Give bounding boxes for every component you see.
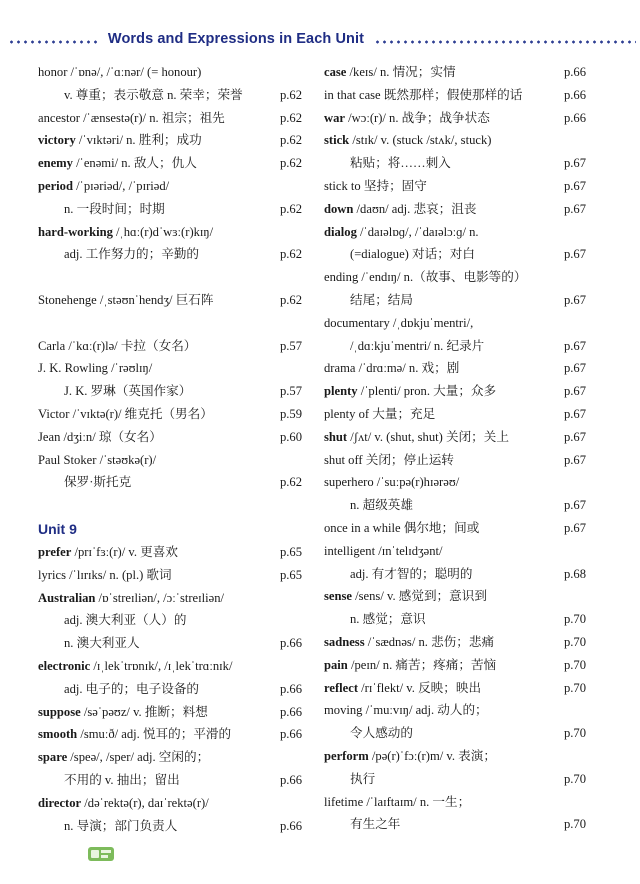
entry-line <box>38 655 302 678</box>
definition: shut off 关闭；停止运转 <box>324 452 454 467</box>
entry-text <box>38 175 169 198</box>
entry-line <box>324 813 586 836</box>
headword: hard-working <box>38 224 113 239</box>
entry-text <box>38 221 213 244</box>
definition: 粘贴；将……刺入 <box>350 156 451 171</box>
entry-text <box>350 813 400 836</box>
entry-line <box>38 357 302 380</box>
entry-line <box>324 540 586 563</box>
definition: moving /ˈmuːvɪŋ/ adj. 动人的； <box>324 703 488 718</box>
page-reference: p.66 <box>279 681 302 696</box>
entry-text <box>350 289 413 312</box>
headword: case <box>324 65 347 79</box>
headword: enemy <box>38 156 73 171</box>
entry-line <box>38 449 302 472</box>
entry-text <box>350 243 475 266</box>
page-reference: p.67 <box>563 361 586 376</box>
entry-text <box>38 541 178 564</box>
headword: period <box>38 178 73 193</box>
page-reference: p.68 <box>563 566 586 581</box>
entry-text <box>38 587 224 610</box>
entry-text <box>324 426 509 449</box>
headword: dialog <box>324 224 357 239</box>
definition: /ˌhɑː(r)dˈwɜː(r)kɪŋ/ <box>112 224 214 239</box>
entry-text <box>38 403 213 426</box>
definition: adj. 有才智的；聪明的 <box>350 566 473 581</box>
entry-text <box>38 152 197 175</box>
entry-line <box>38 335 302 358</box>
entry-line <box>324 335 586 358</box>
entry-line <box>324 471 586 494</box>
headword: electronic <box>38 658 91 673</box>
entry-text <box>350 152 451 175</box>
page-reference: p.67 <box>563 156 586 171</box>
entry-text <box>324 380 496 403</box>
page-reference: p.60 <box>279 429 302 444</box>
page-reference: p.66 <box>563 87 586 102</box>
page-reference: p.62 <box>279 292 302 307</box>
page-reference: p.70 <box>563 726 586 741</box>
entry-text <box>64 632 140 655</box>
entry-text <box>350 608 426 631</box>
definition: 执行 <box>350 771 376 786</box>
unit-heading: Unit 9 <box>38 520 77 537</box>
page-reference: p.67 <box>563 384 586 399</box>
entry-text <box>38 107 225 130</box>
entry-text <box>64 815 177 838</box>
entry-line <box>324 289 586 312</box>
entry-text <box>324 312 473 335</box>
definition: n. 超级英雄 <box>350 498 413 513</box>
entry-text <box>38 289 214 312</box>
entry-text <box>38 426 162 449</box>
page-reference: p.66 <box>563 110 586 125</box>
entry-text <box>64 380 191 403</box>
definition: 不用的 v. 抽出；留出 <box>64 772 180 787</box>
entry-text <box>324 540 443 563</box>
definition: Jean /dʒiːn/ 琼（女名） <box>38 429 162 444</box>
entry-line <box>38 84 302 107</box>
definition: /ˈsædnəs/ n. 悲伤；悲痛 <box>364 634 495 649</box>
definition: 结尾；结局 <box>350 292 413 307</box>
page-reference: p.67 <box>563 406 586 421</box>
headword: pain <box>324 657 348 672</box>
entry-text <box>350 722 413 745</box>
definition: /speə/, /sper/ adj. 空闲的； <box>67 750 210 765</box>
entry-line <box>324 654 586 677</box>
entry-line <box>38 564 302 587</box>
definition: Stonehenge /ˌstəʊnˈhendʒ/ 巨石阵 <box>38 292 214 307</box>
definition: /peɪn/ n. 痛苦；疼痛；苦恼 <box>347 657 497 672</box>
entry-line <box>38 723 302 746</box>
definition: Carla /ˈkɑː(r)lə/ 卡拉（女名） <box>38 338 197 353</box>
page-reference: p.70 <box>563 612 586 627</box>
entry-text <box>324 517 479 540</box>
entry-text <box>38 746 209 769</box>
dotted-rule-right <box>374 40 636 44</box>
entry-text <box>350 768 375 791</box>
entry-line <box>38 815 302 838</box>
page-reference: p.66 <box>279 818 302 833</box>
entry-line <box>324 61 586 84</box>
entry-line <box>324 677 586 700</box>
definition: n. 澳大利亚人 <box>64 636 140 651</box>
entry-spacer <box>38 312 302 335</box>
entry-line <box>38 471 302 494</box>
entry-line <box>324 84 586 107</box>
page-reference: p.67 <box>563 338 586 353</box>
headword: shut <box>324 429 348 444</box>
entry-line <box>38 198 302 221</box>
page-reference: p.70 <box>563 634 586 649</box>
page-reference: p.67 <box>563 247 586 262</box>
entry-line <box>324 243 586 266</box>
page-reference: p.67 <box>563 201 586 216</box>
entry-text <box>324 221 479 244</box>
entry-line <box>324 517 586 540</box>
entry-text <box>324 471 459 494</box>
page-reference: p.65 <box>279 567 302 582</box>
entry-line <box>38 609 302 632</box>
page-reference: p.62 <box>279 110 302 125</box>
entry-text <box>324 449 454 472</box>
entry-text <box>324 107 490 130</box>
right-column <box>324 61 586 836</box>
page-reference: p.70 <box>563 817 586 832</box>
entry-line <box>38 541 302 564</box>
page-reference: p.62 <box>279 201 302 216</box>
entry-text <box>38 564 172 587</box>
entry-text <box>38 655 232 678</box>
definition: /stɪk/ v. (stuck /stʌk/, stuck) <box>349 133 492 148</box>
definition: superhero /ˈsuːpə(r)hɪərəʊ/ <box>324 475 460 490</box>
definition: /ˈvɪktəri/ n. 胜利；成功 <box>75 133 202 148</box>
definition: 有生之年 <box>350 817 401 832</box>
entry-line <box>38 221 302 244</box>
entry-line <box>324 266 586 289</box>
definition: /rɪˈflekt/ v. 反映；映出 <box>358 680 482 695</box>
page-reference: p.67 <box>563 292 586 307</box>
left-column <box>38 61 302 837</box>
entry-line <box>38 426 302 449</box>
entry-line <box>324 107 586 130</box>
entry-text <box>350 335 484 358</box>
entry-text <box>38 701 208 724</box>
entry-line <box>324 791 586 814</box>
entry-text <box>324 357 459 380</box>
definition: documentary /ˌdɒkjuˈmentri/, <box>324 315 474 330</box>
headword: perform <box>324 748 369 763</box>
entry-line <box>38 769 302 792</box>
entry-line <box>324 699 586 722</box>
definition: Victor /ˈvɪktə(r)/ 维克托（男名） <box>38 406 213 421</box>
headword: sense <box>324 589 352 604</box>
entry-line <box>324 312 586 335</box>
entry-text <box>350 563 472 586</box>
entry-text <box>38 61 201 84</box>
page-reference: p.70 <box>563 771 586 786</box>
entry-line <box>324 380 586 403</box>
entry-line <box>324 722 586 745</box>
entry-line <box>324 129 586 152</box>
entry-line <box>324 403 586 426</box>
entry-text <box>64 84 243 107</box>
entry-text <box>324 631 494 654</box>
page-reference: p.67 <box>563 178 586 193</box>
entry-text <box>324 266 526 289</box>
publisher-logo-icon <box>86 844 118 864</box>
definition: (=dialogue) 对话；对白 <box>350 247 475 262</box>
entry-text <box>38 449 156 472</box>
definition: /səˈpəʊz/ v. 推断；料想 <box>80 704 208 719</box>
entry-line <box>324 494 586 517</box>
definition: stick to 坚持；固守 <box>324 178 427 193</box>
definition: J. K. Rowling /ˈrəʊlɪŋ/ <box>38 361 153 376</box>
entry-text <box>324 677 481 700</box>
definition: /ɒˈstreɪliən/, /ɔːˈstreɪliən/ <box>95 590 225 605</box>
definition: adj. 工作努力的；辛勤的 <box>64 247 200 262</box>
page-reference: p.66 <box>279 727 302 742</box>
headword: sadness <box>324 634 365 649</box>
definition: n. 感觉；意识 <box>350 612 426 627</box>
page-reference: p.67 <box>563 452 586 467</box>
entry-text <box>324 84 522 107</box>
entry-line <box>324 768 586 791</box>
entry-line <box>324 175 586 198</box>
definition: /dəˈrektə(r), daɪˈrektə(r)/ <box>81 795 209 810</box>
page-reference: p.67 <box>563 498 586 513</box>
headword: spare <box>38 750 68 765</box>
entry-line <box>38 792 302 815</box>
entry-line <box>38 587 302 610</box>
page-reference: p.65 <box>279 544 302 559</box>
definition: adj. 澳大利亚（人）的 <box>64 613 187 628</box>
entry-text <box>324 175 427 198</box>
definition: ending /ˈendɪŋ/ n.（故事、电影等的） <box>324 270 527 285</box>
definition: plenty of 大量；充足 <box>324 406 436 421</box>
page-title: Words and Expressions in Each Unit <box>107 31 365 47</box>
entry-text <box>324 198 476 221</box>
definition: /wɔː(r)/ n. 战争；战争状态 <box>344 110 490 125</box>
definition: /daʊn/ adj. 悲哀；沮丧 <box>353 201 477 216</box>
entry-text <box>38 792 209 815</box>
entry-line <box>38 632 302 655</box>
page-reference: p.62 <box>279 87 302 102</box>
entry-line <box>324 563 586 586</box>
entry-text <box>324 129 491 152</box>
headword: Australian <box>38 590 96 605</box>
page-reference: p.59 <box>279 406 302 421</box>
headword: plenty <box>324 384 358 399</box>
entry-spacer <box>38 266 302 289</box>
entry-line <box>38 380 302 403</box>
definition: /pə(r)ˈfɔː(r)m/ v. 表演； <box>368 748 496 763</box>
entry-text <box>64 678 199 701</box>
entry-text <box>38 357 152 380</box>
entry-line <box>324 631 586 654</box>
definition: /ˈdaɪəlɒɡ/, /ˈdaɪəlɔːɡ/ n. <box>356 224 479 239</box>
headword: stick <box>324 133 350 148</box>
definition: /smuːð/ adj. 悦耳的；平滑的 <box>77 727 232 742</box>
entry-line <box>38 243 302 266</box>
definition: /sens/ v. 感觉到；意识到 <box>352 589 487 604</box>
page-reference: p.57 <box>279 338 302 353</box>
page-reference: p.57 <box>279 384 302 399</box>
entry-line <box>324 152 586 175</box>
page-reference: p.70 <box>563 680 586 695</box>
entry-text <box>64 243 199 266</box>
entry-text <box>324 791 470 814</box>
definition: /ˈpɪəriəd/, /ˈpɪriəd/ <box>72 178 170 193</box>
definition: lyrics /ˈlɪrɪks/ n. (pl.) 歌词 <box>38 567 172 582</box>
entry-text <box>324 699 488 722</box>
page-reference: p.62 <box>279 247 302 262</box>
definition: once in a while 偶尔地；间或 <box>324 520 480 535</box>
definition: /keɪs/ n. 情况；实情 <box>346 65 456 79</box>
entry-line <box>38 129 302 152</box>
entry-line <box>38 152 302 175</box>
entry-text <box>64 609 186 632</box>
definition: v. 尊重；表示敬意 n. 荣幸；荣誉 <box>64 87 243 102</box>
entry-text <box>324 654 496 677</box>
headword: director <box>38 795 82 810</box>
entry-line <box>38 746 302 769</box>
entry-line <box>38 678 302 701</box>
headword: victory <box>38 133 76 148</box>
definition: /ɪˌlekˈtrɒnɪk/, /ɪˌlekˈtrɑːnɪk/ <box>90 658 233 673</box>
headword: smooth <box>38 727 78 742</box>
headword: reflect <box>324 680 359 695</box>
headword: prefer <box>38 544 72 559</box>
entry-text <box>38 723 231 746</box>
definition: /ˈplenti/ pron. 大量；众多 <box>357 384 497 399</box>
entry-line <box>324 449 586 472</box>
page-reference: p.70 <box>563 657 586 672</box>
page-reference: p.66 <box>563 65 586 79</box>
entry-line <box>324 198 586 221</box>
definition: /ˈenəmi/ n. 敌人；仇人 <box>72 156 197 171</box>
page-reference: p.62 <box>279 133 302 148</box>
definition: /ˌdɑːkjuˈmentri/ n. 纪录片 <box>350 338 485 353</box>
page-reference: p.67 <box>563 520 586 535</box>
definition: adj. 电子的；电子设备的 <box>64 681 200 696</box>
entry-line <box>38 701 302 724</box>
definition: lifetime /ˈlaɪftaɪm/ n. 一生； <box>324 794 471 809</box>
definition: honor /ˈɒnə/, /ˈɑːnər/ (= honour) <box>38 65 202 79</box>
definition: J. K. 罗琳（英国作家） <box>64 384 192 399</box>
definition: intelligent /ɪnˈtelɪdʒənt/ <box>324 543 443 558</box>
definition: 保罗·斯托克 <box>64 475 132 490</box>
page-reference: p.66 <box>279 636 302 651</box>
entry-text <box>38 129 202 152</box>
entry-line <box>38 289 302 312</box>
definition: Paul Stoker /ˈstəʊkə(r)/ <box>38 452 157 467</box>
definition: /prɪˈfɜː(r)/ v. 更喜欢 <box>71 544 178 559</box>
headword: suppose <box>38 704 81 719</box>
entry-line <box>324 426 586 449</box>
definition: n. 一段时间；时期 <box>64 201 165 216</box>
entry-line <box>324 221 586 244</box>
entry-line <box>38 61 302 84</box>
page-reference: p.66 <box>279 704 302 719</box>
entry-line <box>38 175 302 198</box>
entry-line <box>38 403 302 426</box>
entry-text <box>324 61 456 84</box>
definition: 令人感动的 <box>350 726 413 741</box>
entry-text <box>324 403 435 426</box>
page-reference: p.66 <box>279 772 302 787</box>
entry-line <box>324 585 586 608</box>
definition: /ʃʌt/ v. (shut, shut) 关闭；关上 <box>347 429 509 444</box>
entry-text <box>324 585 487 608</box>
entry-line <box>324 745 586 768</box>
page-header <box>0 24 640 60</box>
entry-text <box>350 494 413 517</box>
headword: war <box>324 110 345 125</box>
entry-text <box>64 198 165 221</box>
definition: ancestor /ˈænsestə(r)/ n. 祖宗；祖先 <box>38 110 225 125</box>
definition: n. 导演；部门负责人 <box>64 818 178 833</box>
entry-text <box>64 471 131 494</box>
headword: down <box>324 201 354 216</box>
page-reference: p.62 <box>279 156 302 171</box>
dotted-rule-left <box>8 40 98 44</box>
entry-spacer <box>38 494 302 517</box>
definition: drama /ˈdrɑːmə/ n. 戏；剧 <box>324 361 460 376</box>
entry-line <box>324 357 586 380</box>
page-reference: p.62 <box>279 475 302 490</box>
entry-line <box>324 608 586 631</box>
definition: in that case 既然那样；假使那样的话 <box>324 87 523 102</box>
entry-line <box>38 107 302 130</box>
page-reference: p.67 <box>563 429 586 444</box>
entry-text <box>64 769 180 792</box>
entry-text <box>38 335 196 358</box>
entry-text <box>324 745 496 768</box>
